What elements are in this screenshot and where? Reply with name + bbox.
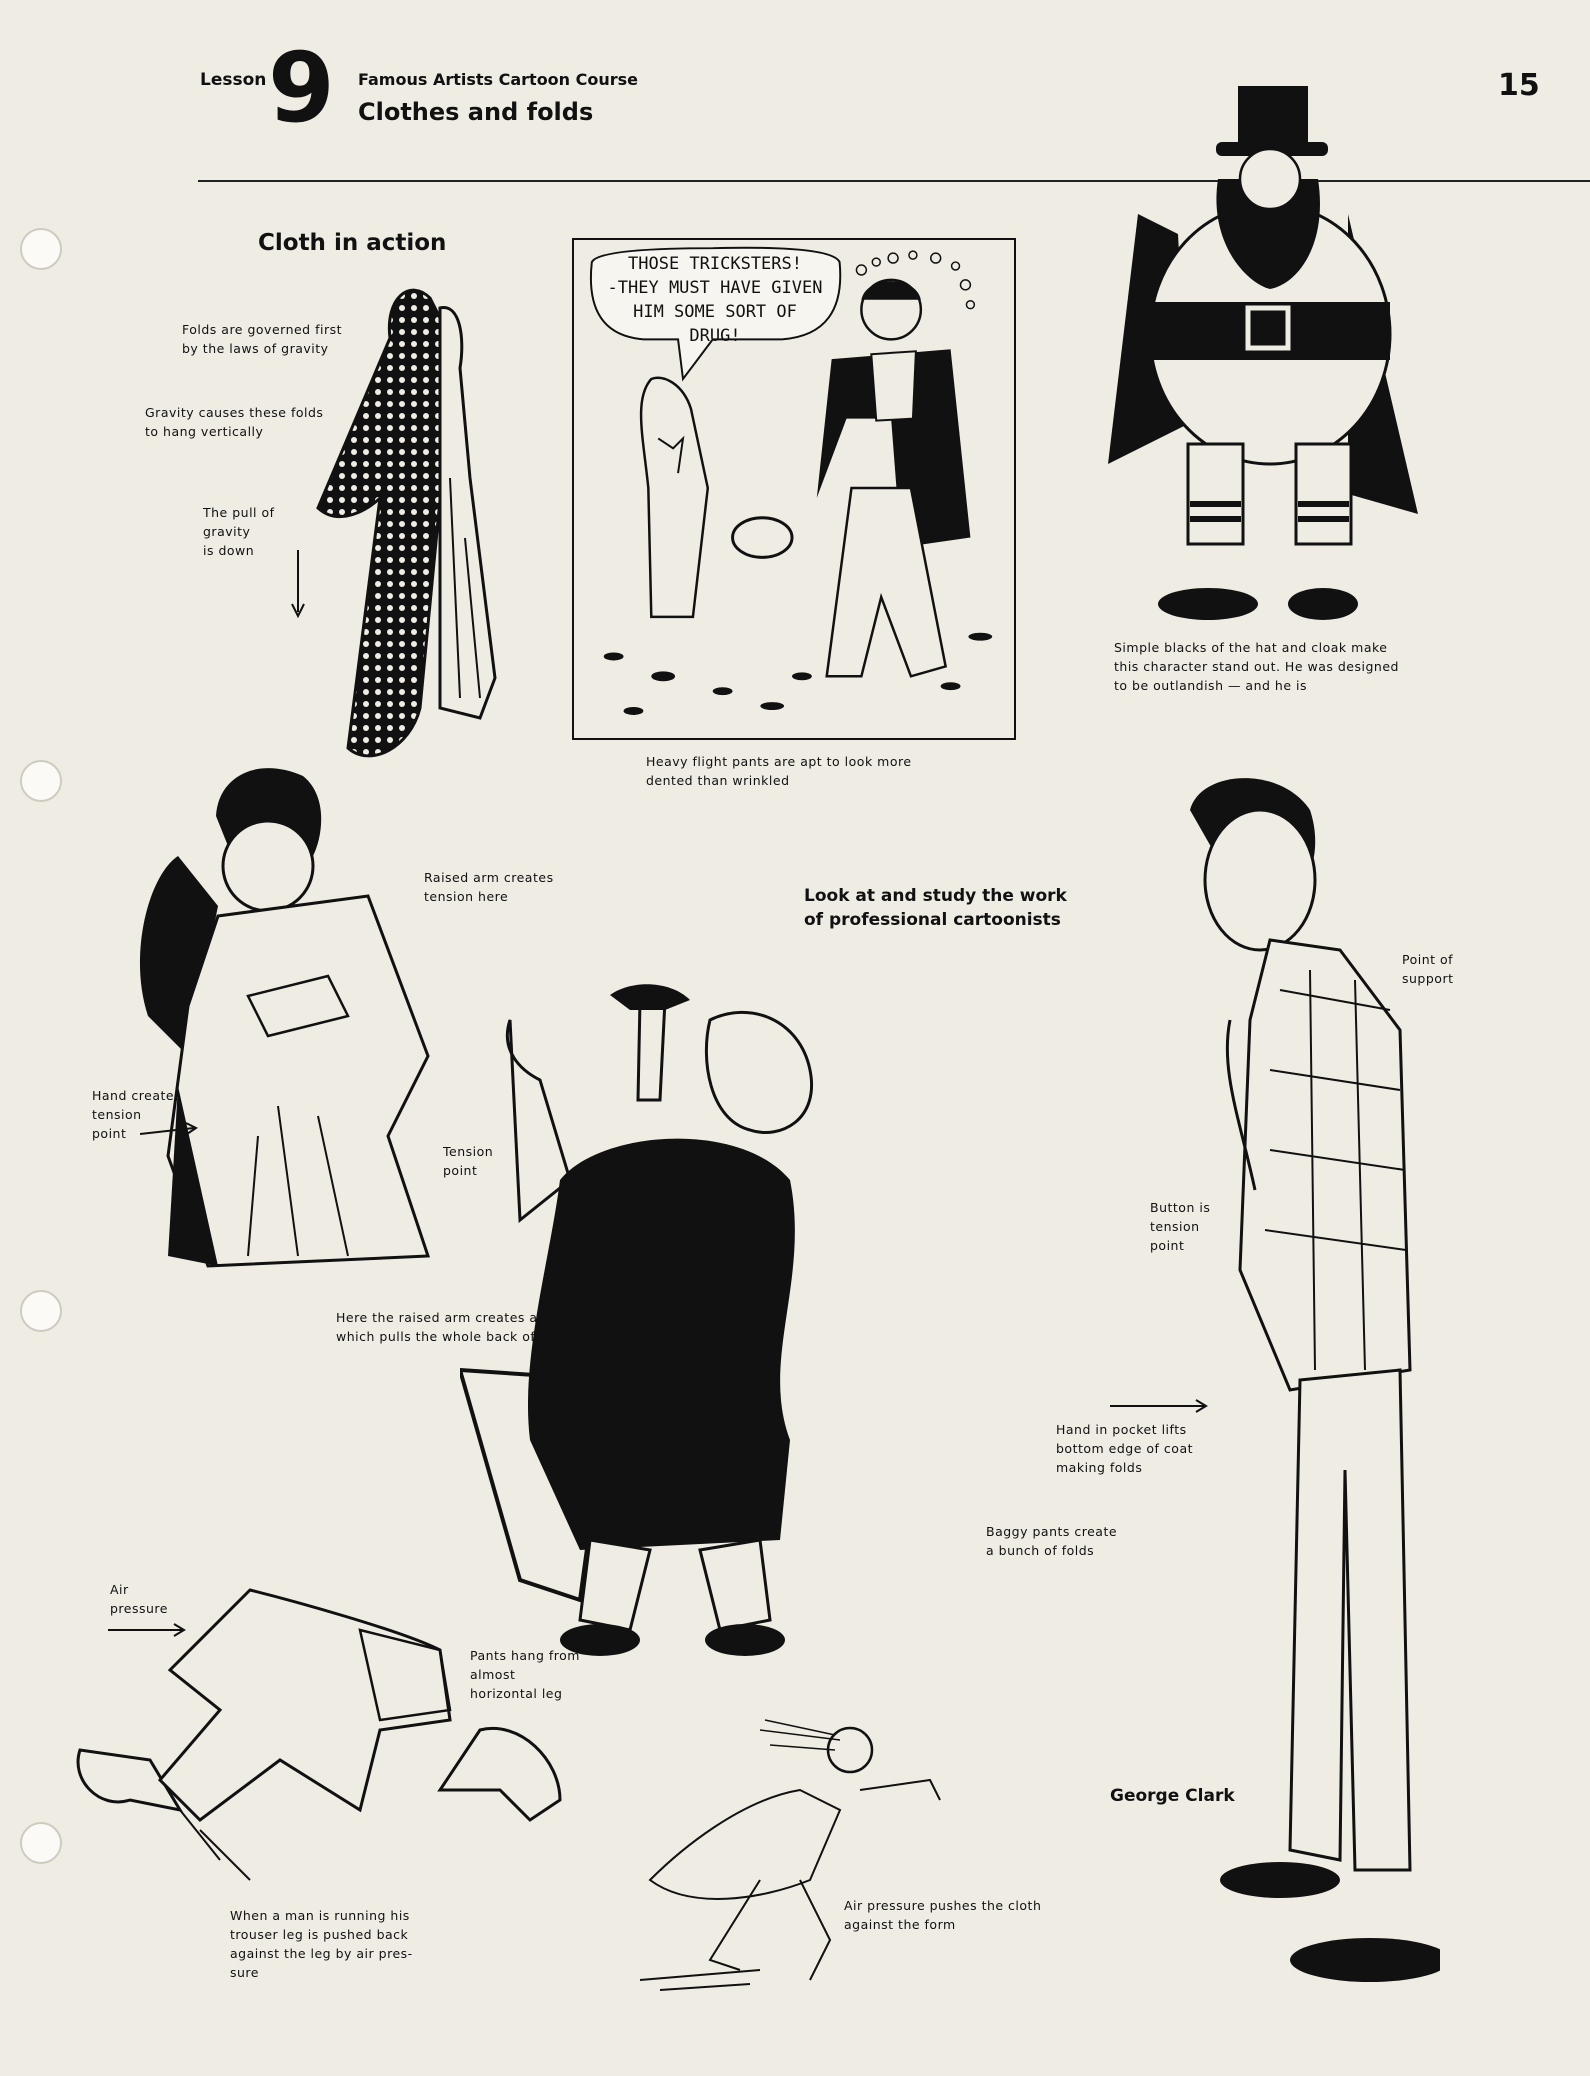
- caption-gravity-vertical: Gravity causes these folds to hang vertically: [145, 405, 324, 439]
- study-heading: Look at and study the work of professional cartoonists: [804, 886, 1067, 930]
- binder-hole: [20, 228, 62, 270]
- caption-air-pressure-cloth: Air pressure pushes the cloth against the form: [844, 1898, 1042, 1932]
- caption-simple-blacks: Simple blacks of the hat and cloak make this character stand out. He was designed to be outlandish — and he is: [1114, 640, 1399, 693]
- binder-hole: [20, 760, 62, 802]
- running-woman-illustration: [640, 1700, 970, 2000]
- speech-bubble-text: THOSE TRICKSTERS! -THEY MUST HAVE GIVEN HIM SOME SORT OF DRUG!: [607, 254, 823, 346]
- caption-flight-pants: Heavy flight pants are apt to look more dented than wrinkled: [646, 754, 912, 788]
- caption-pants-hang: Pants hang from almost horizontal leg: [470, 1648, 580, 1701]
- kissing-couple-illustration: [108, 756, 458, 1276]
- caption-raised-arm-tension: Raised arm creates tension here: [424, 870, 554, 904]
- caption-raised-arm-coat: Here the raised arm creates a tension which pulls the whole back of the coat: [336, 1310, 596, 1344]
- top-hat-character-illustration: [1098, 84, 1446, 624]
- gravity-arrow: [288, 550, 308, 620]
- caption-button-tension: Button is tension point: [1150, 1200, 1211, 1253]
- caption-hand-tension: Hand creates tension point: [92, 1088, 182, 1141]
- caption-folds-gravity: Folds are governed first by the laws of gravity: [182, 322, 343, 356]
- caption-point-support: Point of support: [1402, 952, 1454, 986]
- caption-air-pressure: Air pressure: [110, 1582, 168, 1616]
- caption-baggy-pants: Baggy pants create a bunch of folds: [986, 1524, 1118, 1558]
- binder-hole: [20, 1822, 62, 1864]
- caption-tension-point: Tension point: [443, 1144, 494, 1178]
- lesson-number: 9: [268, 32, 333, 144]
- hand-tension-arrow: [140, 1120, 200, 1140]
- lesson-label: Lesson: [200, 70, 267, 90]
- page-title: Clothes and folds: [358, 98, 594, 126]
- air-pressure-arrow: [108, 1620, 188, 1640]
- caption-hand-pocket: Hand in pocket lifts bottom edge of coat making folds: [1056, 1422, 1194, 1475]
- raised-arm-arrow: [600, 1220, 690, 1310]
- artist-credit: George Clark: [1110, 1786, 1235, 1806]
- caption-pull-gravity: The pull of gravity is down: [203, 505, 275, 558]
- course-name: Famous Artists Cartoon Course: [358, 70, 639, 89]
- caption-running-man: When a man is running his trouser leg is pushed back against the leg by air pres- sure: [230, 1908, 413, 1980]
- hand-pocket-arrow: [1110, 1396, 1210, 1416]
- page-number: 15: [1498, 68, 1540, 103]
- binder-hole: [20, 1290, 62, 1332]
- section-heading: Cloth in action: [258, 230, 447, 256]
